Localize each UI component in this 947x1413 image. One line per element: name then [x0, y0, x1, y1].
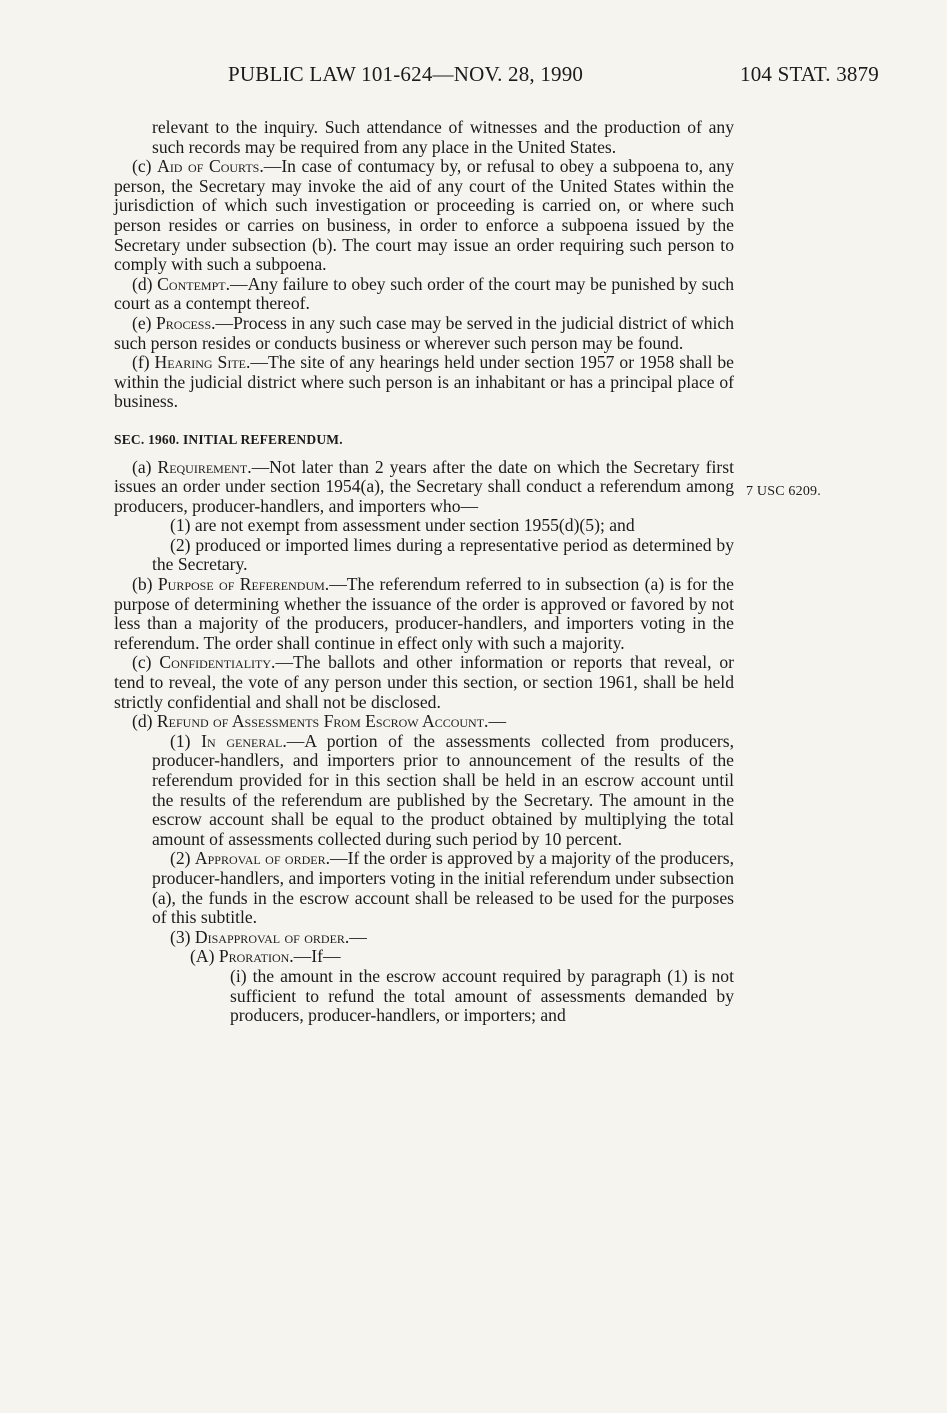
subsection-heading: Requirement	[157, 456, 248, 477]
subsection-c-aid-of-courts: (c) Aid of Courts.—In case of contumacy by, or refusal to obey a subpoena to, any person, the Secretary may invoke the aid of any court of the United States within the jurisdiction of which such investigation or proceeding is carried on, or where such person resides or carries on business, in order to enforce a subpoena issued by the Secretary under subsection (b). The court may issue an order requiring such person to comply with such a subpoena.	[114, 156, 734, 275]
subsection-heading: Purpose of Referendum	[157, 574, 325, 595]
subsection-e-process: (e) Process.—Process in any such case may be served in the judicial district of which such person resides or conducts business or wherever such person may be found.	[114, 312, 734, 353]
subsection-heading: Confidentiality	[159, 652, 272, 673]
paragraph-d2-approval: (2) Approval of order.—If the order is approved by a majority of the producers, producer-handlers, and importers voting in the initial referendum under subsection (a), the funds in the escrow account shall be released to be used for the purposes of this subtitle.	[152, 848, 735, 928]
subsection-b-purpose: (b) Purpose of Referendum.—The referendum referred to in subsection (a) is for the purpose of determining whether the issuance of the order is approved or favored by not less than a majority of the producers, producer-handlers, and importers voting in the referendum. The order shall continue in effect only with such a majority.	[114, 574, 734, 653]
subsection-heading: Process	[156, 312, 212, 333]
paragraph-d1-in-general: (1) In general.—A portion of the assessments collected from producers, producer-handlers, and importers prior to announcement of the results of the referendum provided for in this section shall be held in an escrow account until the results of the referendum are published by the Secretary. The amount in the escrow account shall be equal to the product obtained by multiplying the total amount of assessments collected during such period by 10 percent.	[152, 730, 734, 849]
paragraph-heading: In general	[201, 730, 283, 751]
subsection-d-refund: (d) Refund of Assessments From Escrow Account.—	[132, 711, 507, 732]
subsection-a-requirement: (a) Requirement.—Not later than 2 years after the date on which the Secretary first issues an order under section 1954(a), the Secretary shall conduct a referendum among producers, producer-handlers, and importers who—	[114, 456, 734, 516]
subsection-c-confidentiality: (c) Confidentiality.—The ballots and other information or reports that reveal, or tend to reveal, the vote of any person under this section, or section 1961, shall be held strictly confidential and shall not be disclosed.	[114, 652, 734, 712]
subsection-d-contempt: (d) Contempt.—Any failure to obey such order of the court may be punished by such court as a contempt thereof.	[114, 273, 735, 314]
margin-citation: 7 USC 6209.	[746, 484, 821, 499]
paragraph-a2: (2) produced or imported limes during a representative period as determined by the Secretary.	[152, 534, 734, 575]
subsection-heading: Hearing Site	[154, 352, 246, 373]
clause-i: (i) the amount in the escrow account required by paragraph (1) is not sufficient to refund the total amount of assessments demanded by producers, producer-handlers, or importers; and	[230, 965, 734, 1026]
section-heading: SEC. 1960. INITIAL REFERENDUM.	[114, 431, 343, 447]
page-header	[0, 62, 947, 92]
subsection-f-hearing-site: (f) Hearing Site.—The site of any hearings held under section 1957 or 1958 shall be within the judicial district where such person is an inhabitant or has a principal place of business.	[114, 352, 734, 412]
subsection-heading: Contempt	[157, 273, 226, 294]
paragraph-a1: (1) are not exempt from assessment under section 1955(d)(5); and	[170, 515, 635, 536]
paragraph-continued: relevant to the inquiry. Such attendance of witnesses and the production of any such records may be required from any place in the United States.	[152, 117, 734, 157]
paragraph-d3-disapproval: (3) Disapproval of order.—	[170, 926, 367, 947]
subparagraph-a-proration: (A) Proration.—If—	[190, 946, 341, 967]
subsection-heading: Aid of Courts	[157, 156, 260, 177]
running-title: PUBLIC LAW 101-624—NOV. 28, 1990	[228, 62, 584, 86]
subparagraph-heading: Proration	[218, 946, 290, 967]
page-body	[114, 118, 734, 1026]
paragraph-heading: Approval of order	[194, 848, 326, 869]
subsection-heading: Refund of Assessments From Escrow Account	[156, 711, 485, 732]
stat-page-number: 104 STAT. 3879	[740, 62, 879, 86]
paragraph-heading: Disapproval of order	[194, 926, 345, 947]
